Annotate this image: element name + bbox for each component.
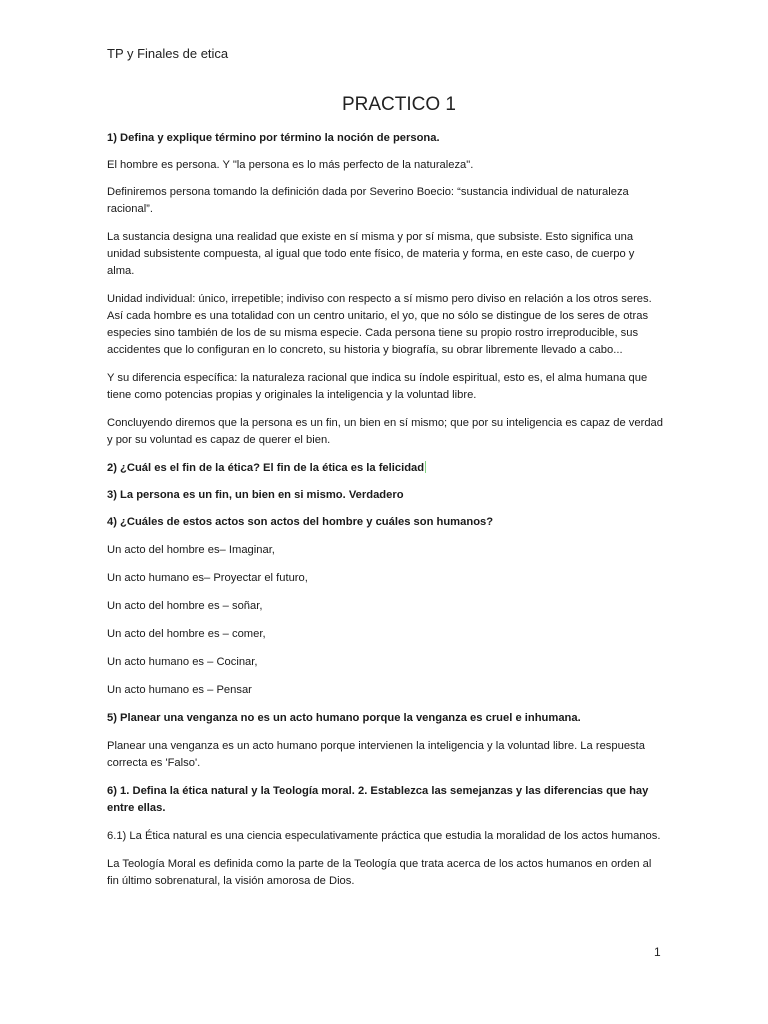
paragraph: Planear una venganza es un acto humano porque intervienen la inteligencia y la voluntad libre. La respuesta correcta es 'Falso'.: [107, 740, 645, 769]
page-number: 1: [654, 945, 661, 959]
paragraph: 6.1) La Ética natural es una ciencia especulativamente práctica que estudia la moralidad de los actos humanos.: [107, 830, 661, 842]
question-4: 4) ¿Cuáles de estos actos son actos del hombre y cuáles son humanos?: [107, 516, 494, 528]
paragraph: El hombre es persona. Y "la persona es lo más perfecto de la naturaleza".: [107, 159, 474, 171]
paragraph: Unidad individual: único, irrepetible; indiviso con respecto a sí mismo pero diviso en relación a los otros seres. Así cada hombre es una totalidad con un centro unitario, el yo, que no sólo se distingue de los seres de otras especies sino también de los de su misma especie. Cada persona tiene su propio rostro irreproducible, sus accidentes que lo configuran en lo concreto, su historia y biografía, su obrar libremente llevado a cabo...: [107, 293, 652, 356]
list-item: Un acto humano es– Proyectar el futuro,: [107, 572, 308, 584]
list-item: Un acto del hombre es– Imaginar,: [107, 544, 275, 556]
text-cursor: [425, 461, 426, 473]
list-item: Un acto humano es – Cocinar,: [107, 656, 258, 668]
document-body: [107, 130, 663, 890]
list-item: Un acto del hombre es – soñar,: [107, 600, 263, 612]
question-1: 1) Defina y explique término por término la noción de persona.: [107, 132, 440, 144]
list-item: Un acto del hombre es – comer,: [107, 628, 266, 640]
question-3: 3) La persona es un fin, un bien en si mismo. Verdadero: [107, 489, 404, 501]
paragraph: Definiremos persona tomando la definición dada por Severino Boecio: “sustancia individual de naturaleza racional”.: [107, 186, 629, 215]
question-2-text: 2) ¿Cuál es el fin de la ética? El fin de la ética es la felicidad: [107, 462, 425, 474]
question-5: 5) Planear una venganza no es un acto humano porque la venganza es cruel e inhumana.: [107, 712, 581, 724]
question-6: 6) 1. Defina la ética natural y la Teología moral. 2. Establezca las semejanzas y las diferencias que hay entre ellas.: [107, 785, 649, 814]
paragraph: Concluyendo diremos que la persona es un fin, un bien en sí mismo; que por su inteligencia es capaz de verdad y por su voluntad es capaz de querer el bien.: [107, 417, 663, 446]
question-2: [107, 460, 663, 477]
list-item: Un acto humano es – Pensar: [107, 684, 252, 696]
paragraph: La Teología Moral es definida como la parte de la Teología que trata acerca de los actos humanos en orden al fin último sobrenatural, la visión amorosa de Dios.: [107, 858, 652, 887]
paragraph: Y su diferencia específica: la naturaleza racional que indica su índole espiritual, esto es, el alma humana que tiene como potencias propias y originales la inteligencia y la voluntad libre.: [107, 372, 648, 401]
paragraph: La sustancia designa una realidad que existe en sí misma y por sí misma, que subsiste. Esto significa una unidad subsistente compuesta, al igual que todo ente físico, de materia y forma, en este caso, de cuerpo y alma.: [107, 231, 635, 277]
page-title: PRACTICO 1: [341, 94, 457, 115]
page-header: TP y Finales de etica: [107, 46, 229, 61]
